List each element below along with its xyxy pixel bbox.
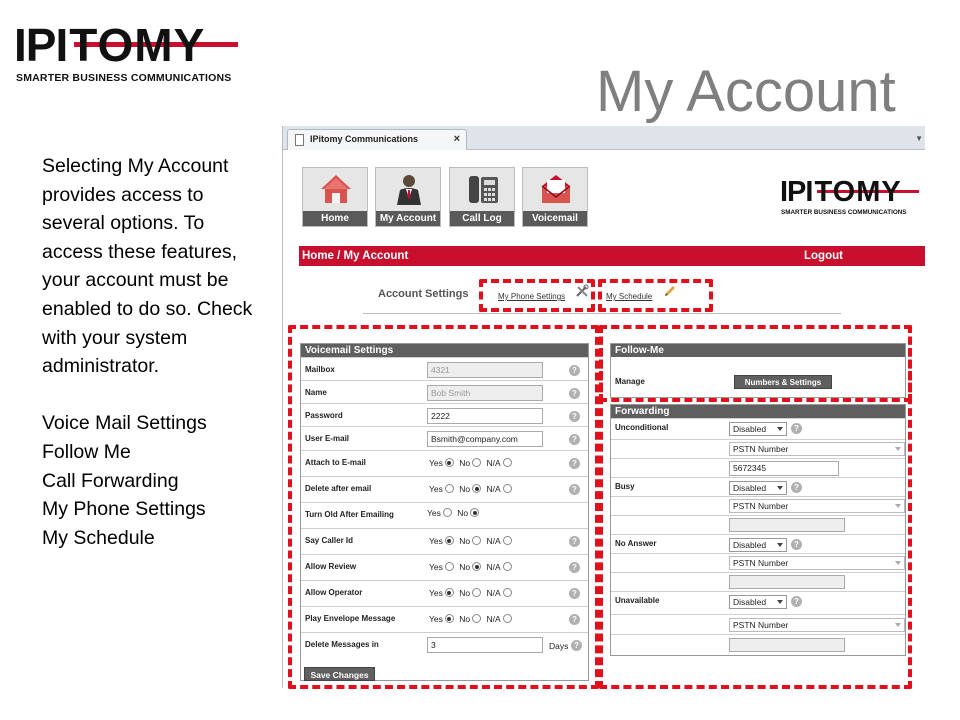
password-field[interactable]: 2222 bbox=[427, 408, 543, 424]
numbers-settings-button[interactable]: Numbers & Settings bbox=[734, 375, 832, 389]
unconditional-number-field[interactable]: 5672345 bbox=[729, 461, 839, 476]
help-icon[interactable]: ? bbox=[569, 536, 580, 547]
attach-to-email-label: Attach to E-mail bbox=[305, 458, 366, 467]
name-label: Name bbox=[305, 388, 327, 397]
na-label: N/A bbox=[486, 562, 501, 572]
no-label: No bbox=[459, 562, 471, 572]
help-icon[interactable]: ? bbox=[569, 588, 580, 599]
na-label: N/A bbox=[486, 614, 501, 624]
busy-label: Busy bbox=[615, 482, 635, 491]
tab-title: IPitomy Communications bbox=[310, 134, 419, 144]
logout-link[interactable]: Logout bbox=[804, 250, 843, 262]
na-label: N/A bbox=[486, 536, 501, 546]
unavailable-label: Unavailable bbox=[615, 596, 660, 605]
nav-voicemail-button[interactable] bbox=[522, 167, 588, 227]
account-settings-label: Account Settings bbox=[378, 288, 469, 300]
browser-tab[interactable] bbox=[287, 129, 467, 150]
mailbox-field: 4321 bbox=[427, 362, 543, 378]
ipitomy-logo-small bbox=[780, 178, 920, 218]
yes-label: Yes bbox=[429, 588, 443, 598]
user-email-field[interactable]: Bsmith@company.com bbox=[427, 431, 543, 447]
yes-label: Yes bbox=[429, 536, 443, 546]
help-icon[interactable]: ? bbox=[791, 596, 802, 607]
no-answer-label: No Answer bbox=[615, 539, 657, 548]
delete-after-email-label: Delete after email bbox=[305, 484, 372, 493]
na-label: N/A bbox=[486, 458, 501, 468]
nav-my-account-button[interactable] bbox=[375, 167, 441, 227]
voicemail-settings-header: Voicemail Settings bbox=[301, 344, 588, 357]
nav-home-button[interactable] bbox=[302, 167, 368, 227]
no-answer-select[interactable]: Disabled bbox=[729, 538, 787, 552]
my-schedule-link[interactable]: My Schedule bbox=[606, 292, 653, 301]
no-label: No bbox=[459, 458, 471, 468]
help-icon[interactable]: ? bbox=[569, 458, 580, 469]
help-icon[interactable]: ? bbox=[791, 423, 802, 434]
busy-select[interactable]: Disabled bbox=[729, 481, 787, 495]
mailbox-label: Mailbox bbox=[305, 365, 335, 374]
phone-icon bbox=[466, 172, 500, 206]
nav-voicemail-label: Voicemail bbox=[523, 211, 587, 226]
nav-call-log-button[interactable] bbox=[449, 167, 515, 227]
close-tab-icon[interactable]: × bbox=[453, 133, 460, 145]
divider bbox=[363, 313, 841, 314]
voicemail-settings-callout bbox=[288, 325, 599, 689]
say-caller-id-label: Say Caller Id bbox=[305, 536, 354, 545]
busy-type-select[interactable]: PSTN Number bbox=[729, 499, 905, 513]
name-field: Bob Smith bbox=[427, 385, 543, 401]
allow-review-label: Allow Review bbox=[305, 562, 357, 571]
help-icon[interactable]: ? bbox=[569, 434, 580, 445]
intro-text: Selecting My Account provides access to several options. To access these features, your account must be enabled to do so. Check with your system administrator. bbox=[42, 155, 253, 378]
play-envelope-label: Play Envelope Message bbox=[305, 614, 396, 623]
na-label: N/A bbox=[486, 588, 501, 598]
logo-tagline: SMARTER BUSINESS COMMUNICATIONS bbox=[781, 209, 907, 216]
feature-item: Call Forwarding bbox=[42, 469, 179, 492]
house-icon bbox=[319, 172, 353, 206]
logo-wordmark: IPITOMY bbox=[14, 19, 206, 71]
help-icon[interactable]: ? bbox=[791, 482, 802, 493]
help-icon[interactable]: ? bbox=[571, 640, 582, 651]
follow-me-header: Follow-Me bbox=[611, 344, 905, 357]
page-icon bbox=[295, 134, 304, 146]
no-label: No bbox=[459, 484, 471, 494]
yes-label: Yes bbox=[429, 484, 443, 494]
na-label: N/A bbox=[486, 484, 501, 494]
help-icon[interactable]: ? bbox=[569, 562, 580, 573]
unavailable-type-select[interactable]: PSTN Number bbox=[729, 618, 905, 632]
no-label: No bbox=[459, 588, 471, 598]
breadcrumb[interactable]: Home / My Account bbox=[302, 250, 409, 262]
tab-scroll-down-icon[interactable]: ▼ bbox=[915, 134, 923, 143]
yes-label: Yes bbox=[427, 508, 441, 518]
no-label: No bbox=[459, 536, 471, 546]
unconditional-label: Unconditional bbox=[615, 423, 669, 432]
my-phone-settings-link[interactable]: My Phone Settings bbox=[498, 292, 566, 301]
slide-body bbox=[42, 152, 267, 552]
help-icon[interactable]: ? bbox=[791, 539, 802, 550]
nav-call-log-label: Call Log bbox=[450, 211, 514, 226]
logo-tagline: SMARTER BUSINESS COMMUNICATIONS bbox=[16, 72, 232, 84]
allow-operator-label: Allow Operator bbox=[305, 588, 363, 597]
unavailable-select[interactable]: Disabled bbox=[729, 595, 787, 609]
unconditional-select[interactable]: Disabled bbox=[729, 422, 787, 436]
help-icon[interactable]: ? bbox=[569, 411, 580, 422]
browser-tab-bar bbox=[283, 126, 925, 150]
forwarding-header: Forwarding bbox=[611, 405, 905, 418]
nav-home-label: Home bbox=[303, 211, 367, 226]
help-icon[interactable]: ? bbox=[569, 365, 580, 376]
envelope-icon bbox=[539, 172, 573, 206]
yes-label: Yes bbox=[429, 458, 443, 468]
feature-item: Voice Mail Settings bbox=[42, 412, 207, 435]
no-answer-type-select[interactable]: PSTN Number bbox=[729, 556, 905, 570]
turn-old-label: Turn Old After Emailing bbox=[305, 510, 394, 519]
help-icon[interactable]: ? bbox=[569, 614, 580, 625]
nav-my-account-label: My Account bbox=[376, 211, 440, 226]
save-changes-button[interactable]: Save Changes bbox=[304, 667, 375, 681]
manage-label: Manage bbox=[615, 377, 645, 386]
phone-settings-callout bbox=[479, 279, 595, 312]
feature-item: Follow Me bbox=[42, 440, 131, 463]
unconditional-type-select[interactable]: PSTN Number bbox=[729, 442, 905, 456]
yes-label: Yes bbox=[429, 614, 443, 624]
header-bar bbox=[299, 246, 925, 266]
follow-me-callout bbox=[599, 325, 912, 402]
delete-messages-label: Delete Messages in bbox=[305, 640, 379, 649]
feature-item: My Schedule bbox=[42, 526, 155, 549]
slide-title: My Account bbox=[596, 59, 896, 124]
delete-messages-field[interactable]: 3 bbox=[427, 637, 543, 653]
user-icon bbox=[392, 172, 426, 206]
no-label: No bbox=[459, 614, 471, 624]
feature-item: My Phone Settings bbox=[42, 498, 206, 521]
no-label: No bbox=[457, 508, 469, 518]
days-label: Days bbox=[549, 641, 569, 651]
yes-label: Yes bbox=[429, 562, 443, 572]
logo-wordmark: IPITOMY bbox=[780, 176, 902, 208]
help-icon[interactable]: ? bbox=[569, 484, 580, 495]
help-icon[interactable]: ? bbox=[569, 388, 580, 399]
schedule-callout bbox=[598, 279, 713, 312]
ipitomy-logo bbox=[14, 19, 239, 84]
user-email-label: User E-mail bbox=[305, 434, 350, 443]
password-label: Password bbox=[305, 411, 343, 420]
